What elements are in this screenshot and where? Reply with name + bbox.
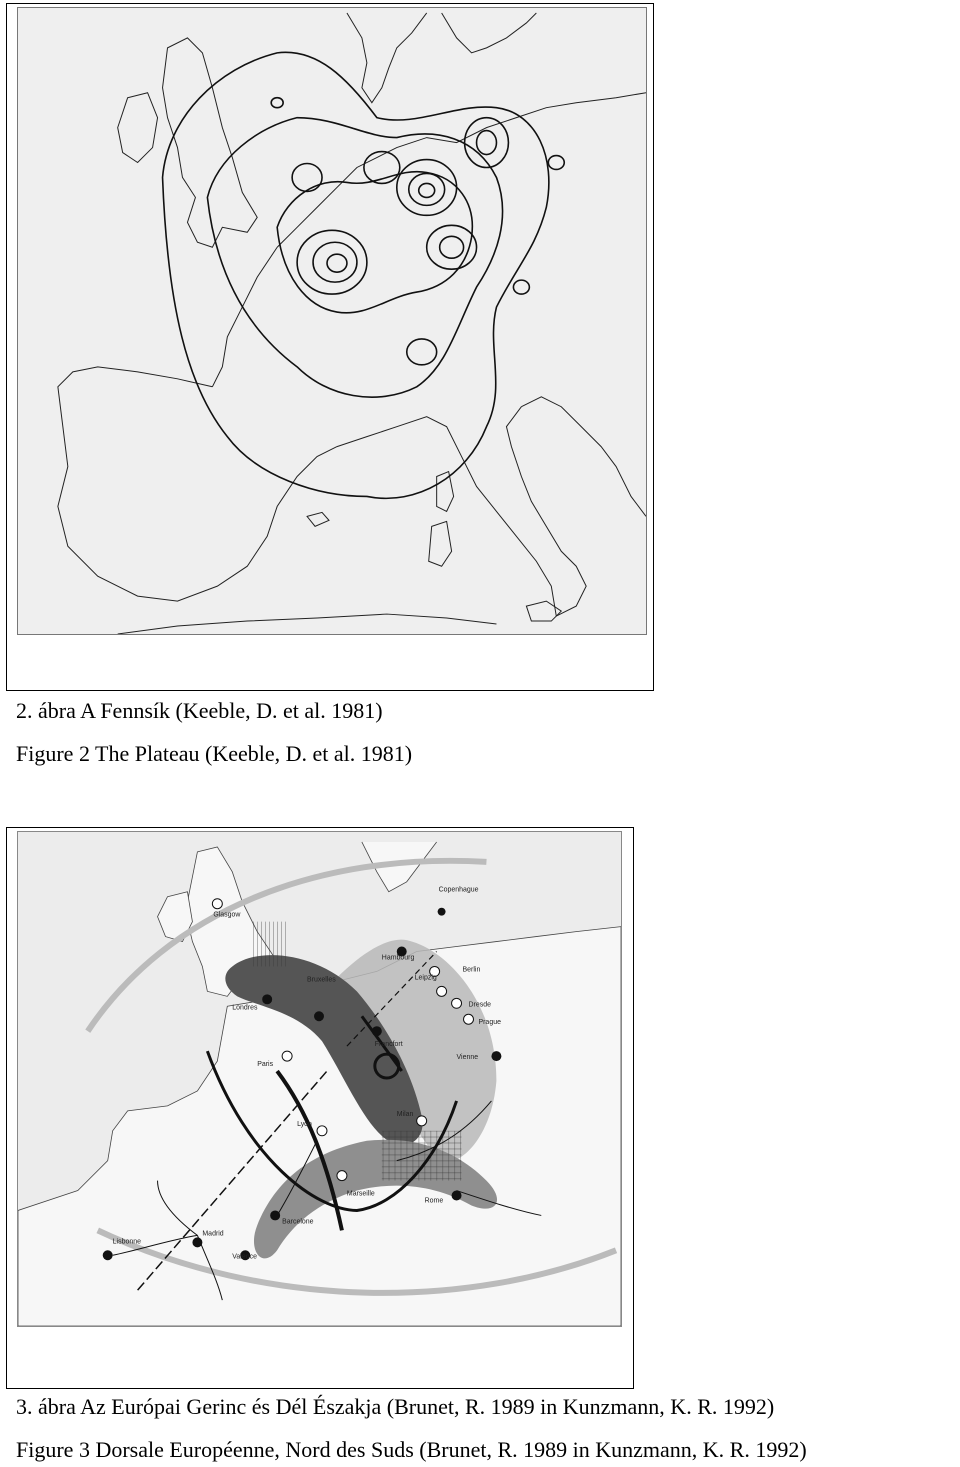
city-label-lyon: Lyon bbox=[297, 1120, 312, 1128]
figure-3-caption-hungarian: 3. ábra Az Európai Gerinc és Dél Északja (Brunet, R. 1989 in Kunzmann, K. R. 1992) bbox=[16, 1394, 775, 1419]
figure-3-frame bbox=[6, 827, 634, 1389]
backbone-map-svg bbox=[18, 832, 621, 1326]
city-label-vienne: Vienne bbox=[456, 1054, 479, 1062]
city-label-barcelone: Barcelone bbox=[282, 1218, 314, 1226]
city-label-bruxelles: Bruxelles bbox=[307, 976, 336, 984]
hatched-area-north-sea bbox=[252, 922, 287, 967]
city-label-paris: Paris bbox=[257, 1061, 274, 1069]
city-label-lisbonne: Lisbonne bbox=[112, 1238, 141, 1246]
city-label-londres: Londres bbox=[232, 1004, 258, 1012]
isolines bbox=[163, 52, 565, 498]
figure-3-caption-english: Figure 3 Dorsale Européenne, Nord des Suds (Brunet, R. 1989 in Kunzmann, K. R. 1992) bbox=[16, 1437, 807, 1462]
city-label-madrid: Madrid bbox=[202, 1230, 224, 1238]
city-label-marseille: Marseille bbox=[346, 1190, 375, 1198]
city-label-leipzig: Leipzig bbox=[414, 974, 437, 982]
figure-2-caption-english: Figure 2 The Plateau (Keeble, D. et al. 1981) bbox=[16, 741, 413, 766]
city-label-milan: Milan bbox=[396, 1110, 414, 1118]
city-label-hambourg: Hambourg bbox=[381, 954, 415, 962]
city-label-francfort: Francfort bbox=[374, 1041, 403, 1049]
city-label-berlin: Berlin bbox=[462, 966, 481, 974]
figure-2-caption-hungarian: 2. ábra A Fennsík (Keeble, D. et al. 1981) bbox=[16, 698, 383, 723]
european-backbone-map bbox=[17, 831, 622, 1327]
city-label-rome: Rome bbox=[424, 1197, 444, 1205]
city-label-glasgow: Glasgow bbox=[213, 911, 241, 919]
city-label-copenhague: Copenhague bbox=[438, 886, 479, 894]
city-label-valence: Valence bbox=[232, 1253, 257, 1261]
figure-2-frame bbox=[6, 3, 654, 691]
plateau-isoline-map bbox=[17, 7, 647, 635]
plateau-map-svg bbox=[18, 8, 646, 634]
city-label-dresde: Dresde bbox=[468, 1001, 491, 1009]
coastlines bbox=[58, 13, 646, 634]
city-label-prague: Prague bbox=[478, 1019, 501, 1027]
